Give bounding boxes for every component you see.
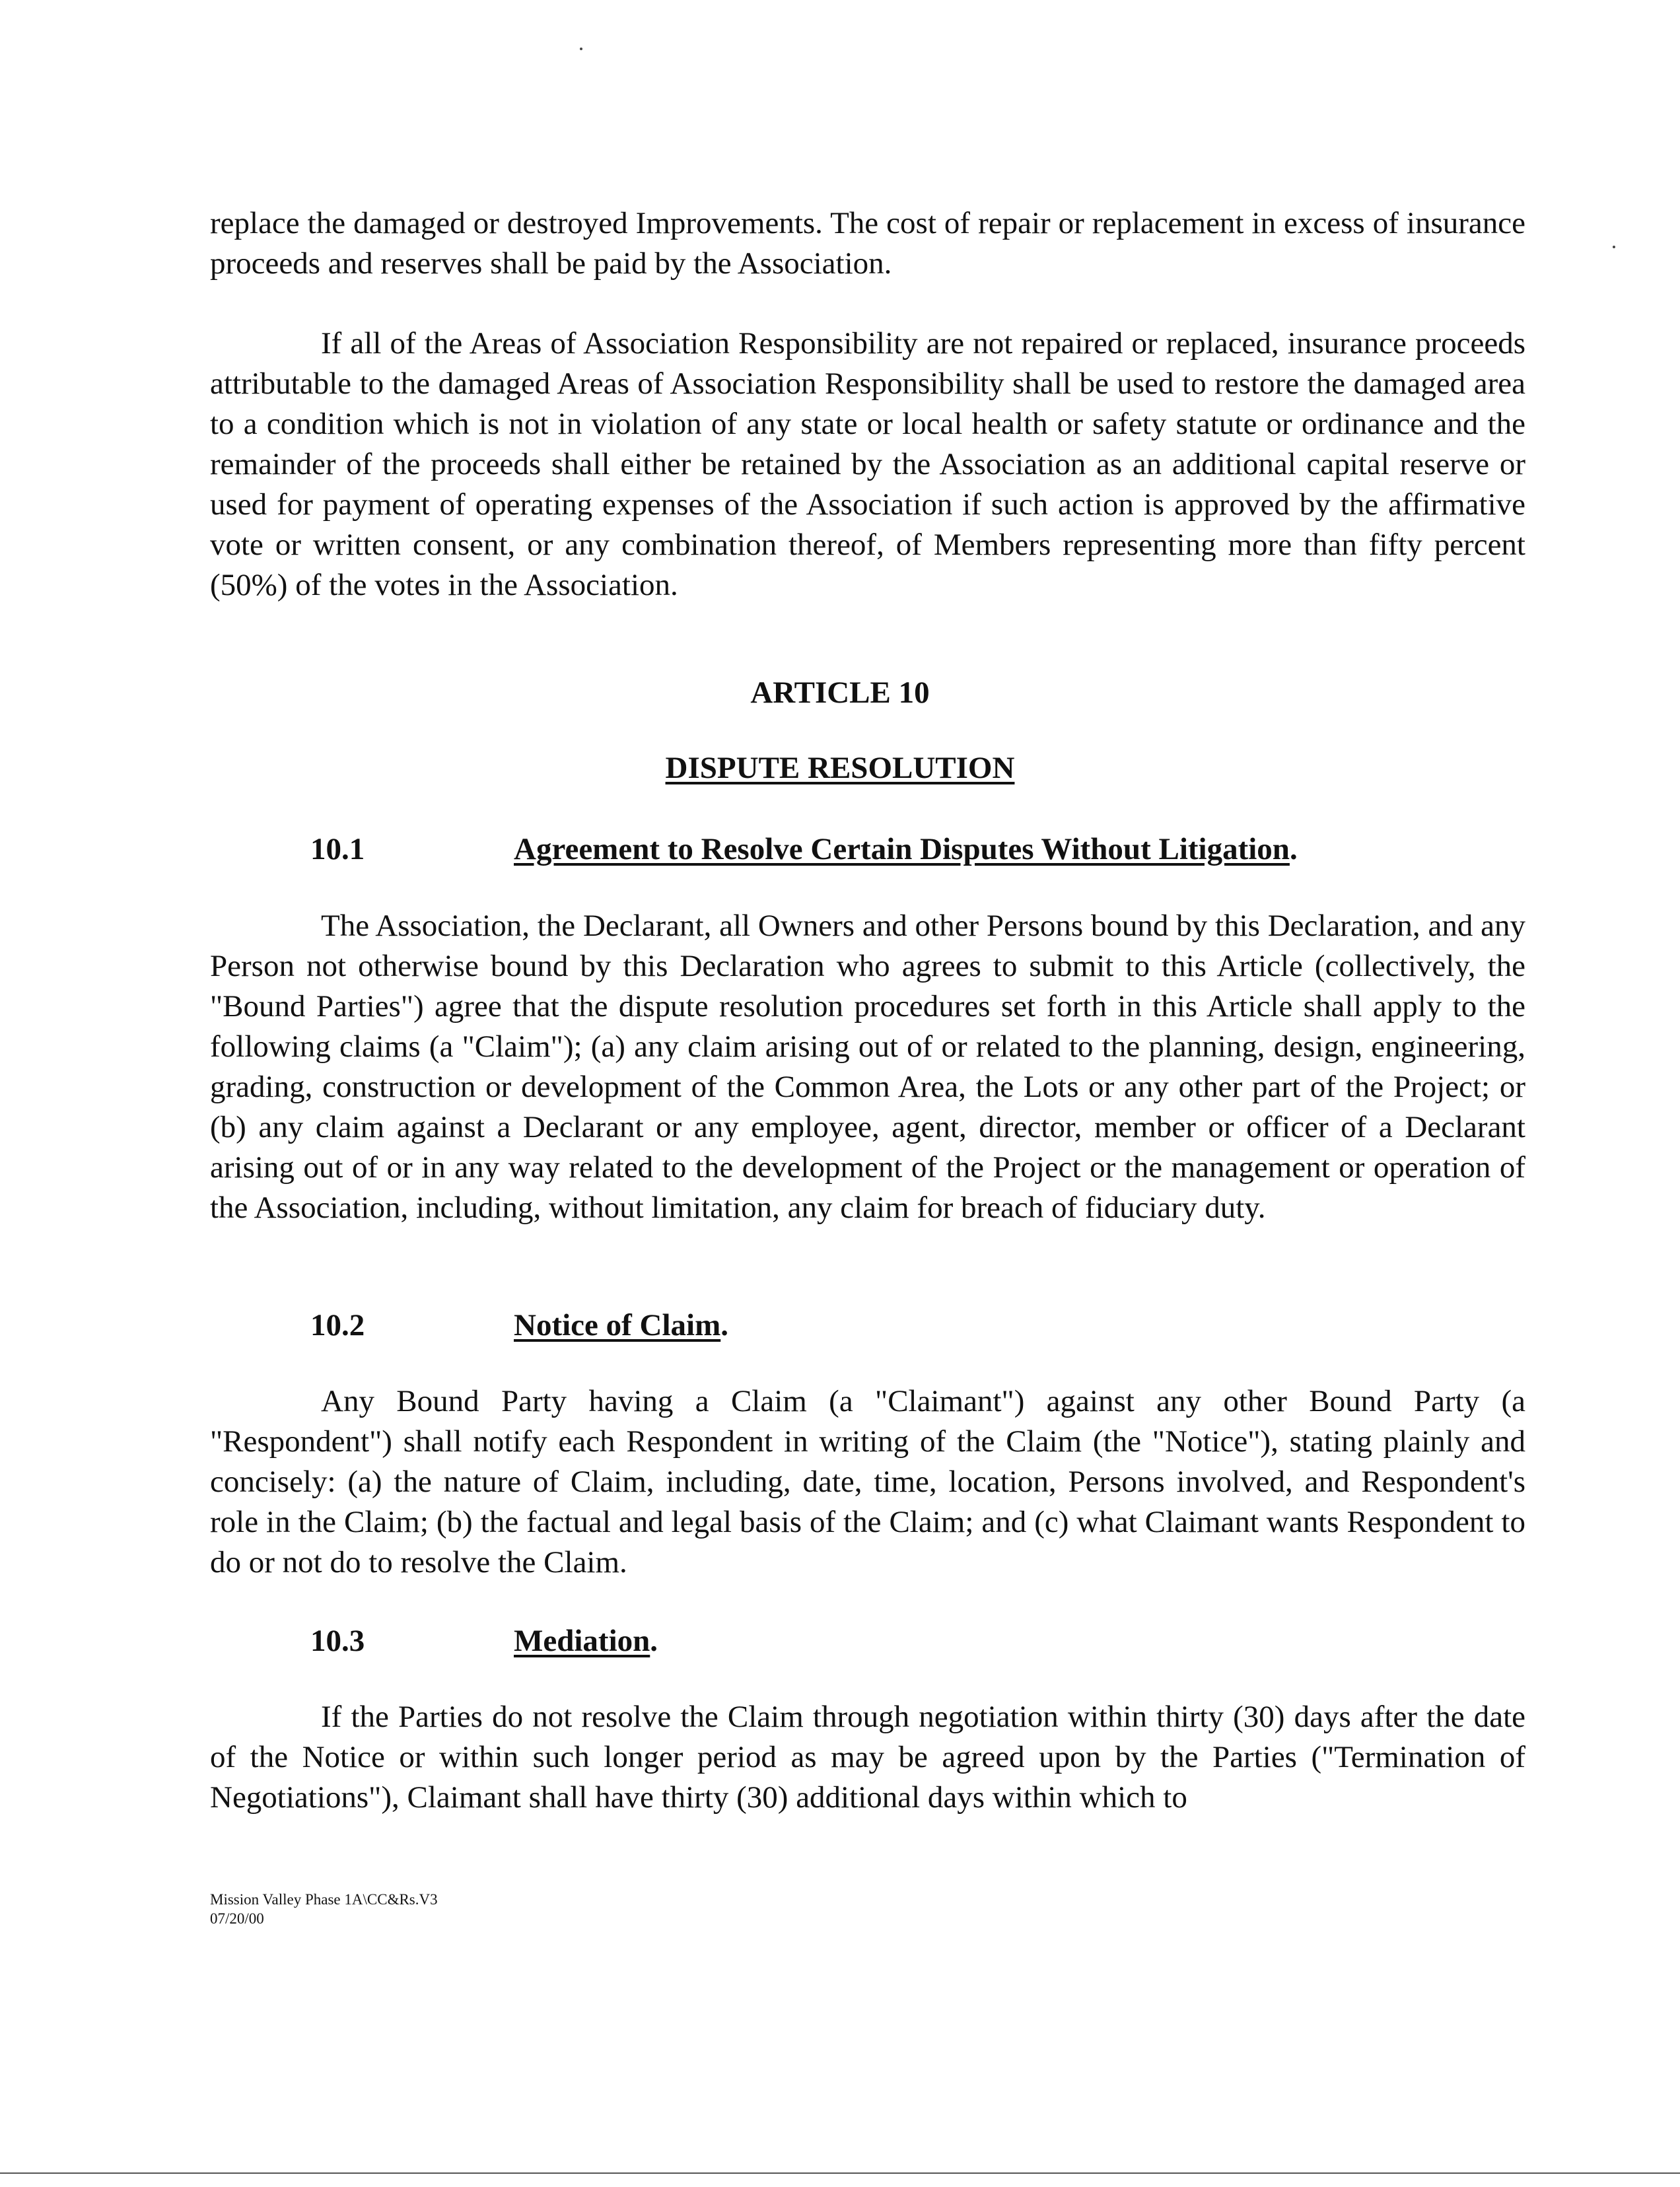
article-heading: ARTICLE 10 [750, 676, 930, 710]
scan-bottom-edge [0, 2172, 1680, 2174]
section-title-text: Mediation [514, 1624, 650, 1658]
section-title-text: Agreement to Resolve Certain Disputes Without Litigation [514, 832, 1290, 866]
footer-filename: Mission Valley Phase 1A\CC&Rs.V3 [210, 1891, 438, 1908]
article-title [0, 750, 1680, 786]
scan-speck [1613, 246, 1615, 248]
article-title-text: DISPUTE RESOLUTION [665, 751, 1015, 785]
section-number: 10.1 [310, 832, 365, 866]
section-10-3-text: If the Parties do not resolve the Claim through negotiation within thirty (30) days after the date of the Notice or within such longer period as may be agreed upon by the Parties ("Termination of Negotiations"), Claimant shall have thirty (30) additional days within which to [210, 1700, 1525, 1815]
section-title: Agreement to Resolve Certain Disputes Without Litigation. [514, 832, 1298, 866]
section-title: Mediation. [514, 1624, 658, 1658]
section-number: 10.3 [310, 1624, 365, 1658]
section-title-text: Notice of Claim [514, 1308, 721, 1342]
paragraph-insurance-proceeds: If all of the Areas of Association Responsibility are not repaired or replaced, insurance proceeds attributable to the damaged Areas of Association Responsibility shall be used to restore the damaged area to a condition which is not in violation of any state or local health or safety statute or ordinance and the remainder of the proceeds shall either be retained by the Association as an additional capital reserve or used for payment of operating expenses of the Association if such action is approved by the affirmative vote or written consent, or any combination thereof, of Members representing more than fifty percent (50%) of the votes in the Association. [210, 326, 1525, 602]
footer-date: 07/20/00 [210, 1910, 264, 1927]
paragraph-continued: replace the damaged or destroyed Improvements. The cost of repair or replacement in excess of insurance proceeds and reserves shall be paid by the Association. [210, 206, 1525, 281]
section-10-1-text: The Association, the Declarant, all Owners and other Persons bound by this Declaration, and any Person not otherwise bound by this Declaration who agrees to submit to this Article (collectively, the "Bound Parties") agree that the dispute resolution procedures set forth in this Article shall apply to the following claims (a "Claim"); (a) any claim arising out of or related to the planning, design, engineering, grading, construction or development of the Common Area, the Lots or any other part of the Project; or (b) any claim against a Declarant or any employee, agent, director, member or officer of a Declarant arising out of or in any way related to the development of the Project or the management or operation of the Association, including, without limitation, any claim for breach of fiduciary duty. [210, 909, 1525, 1225]
scan-speck [580, 48, 582, 50]
section-10-2-text: Any Bound Party having a Claim (a "Claimant") against any other Bound Party (a "Respondent") shall notify each Respondent in writing of the Claim (the "Notice"), stating plainly and concisely: (a) the nature of Claim, including, date, time, location, Persons involved, and Respondent's role in the Claim; (b) the factual and legal basis of the Claim; and (c) what Claimant wants Respondent to do or not do to resolve the Claim. [210, 1384, 1525, 1580]
section-number: 10.2 [310, 1308, 365, 1342]
section-title: Notice of Claim. [514, 1308, 728, 1342]
